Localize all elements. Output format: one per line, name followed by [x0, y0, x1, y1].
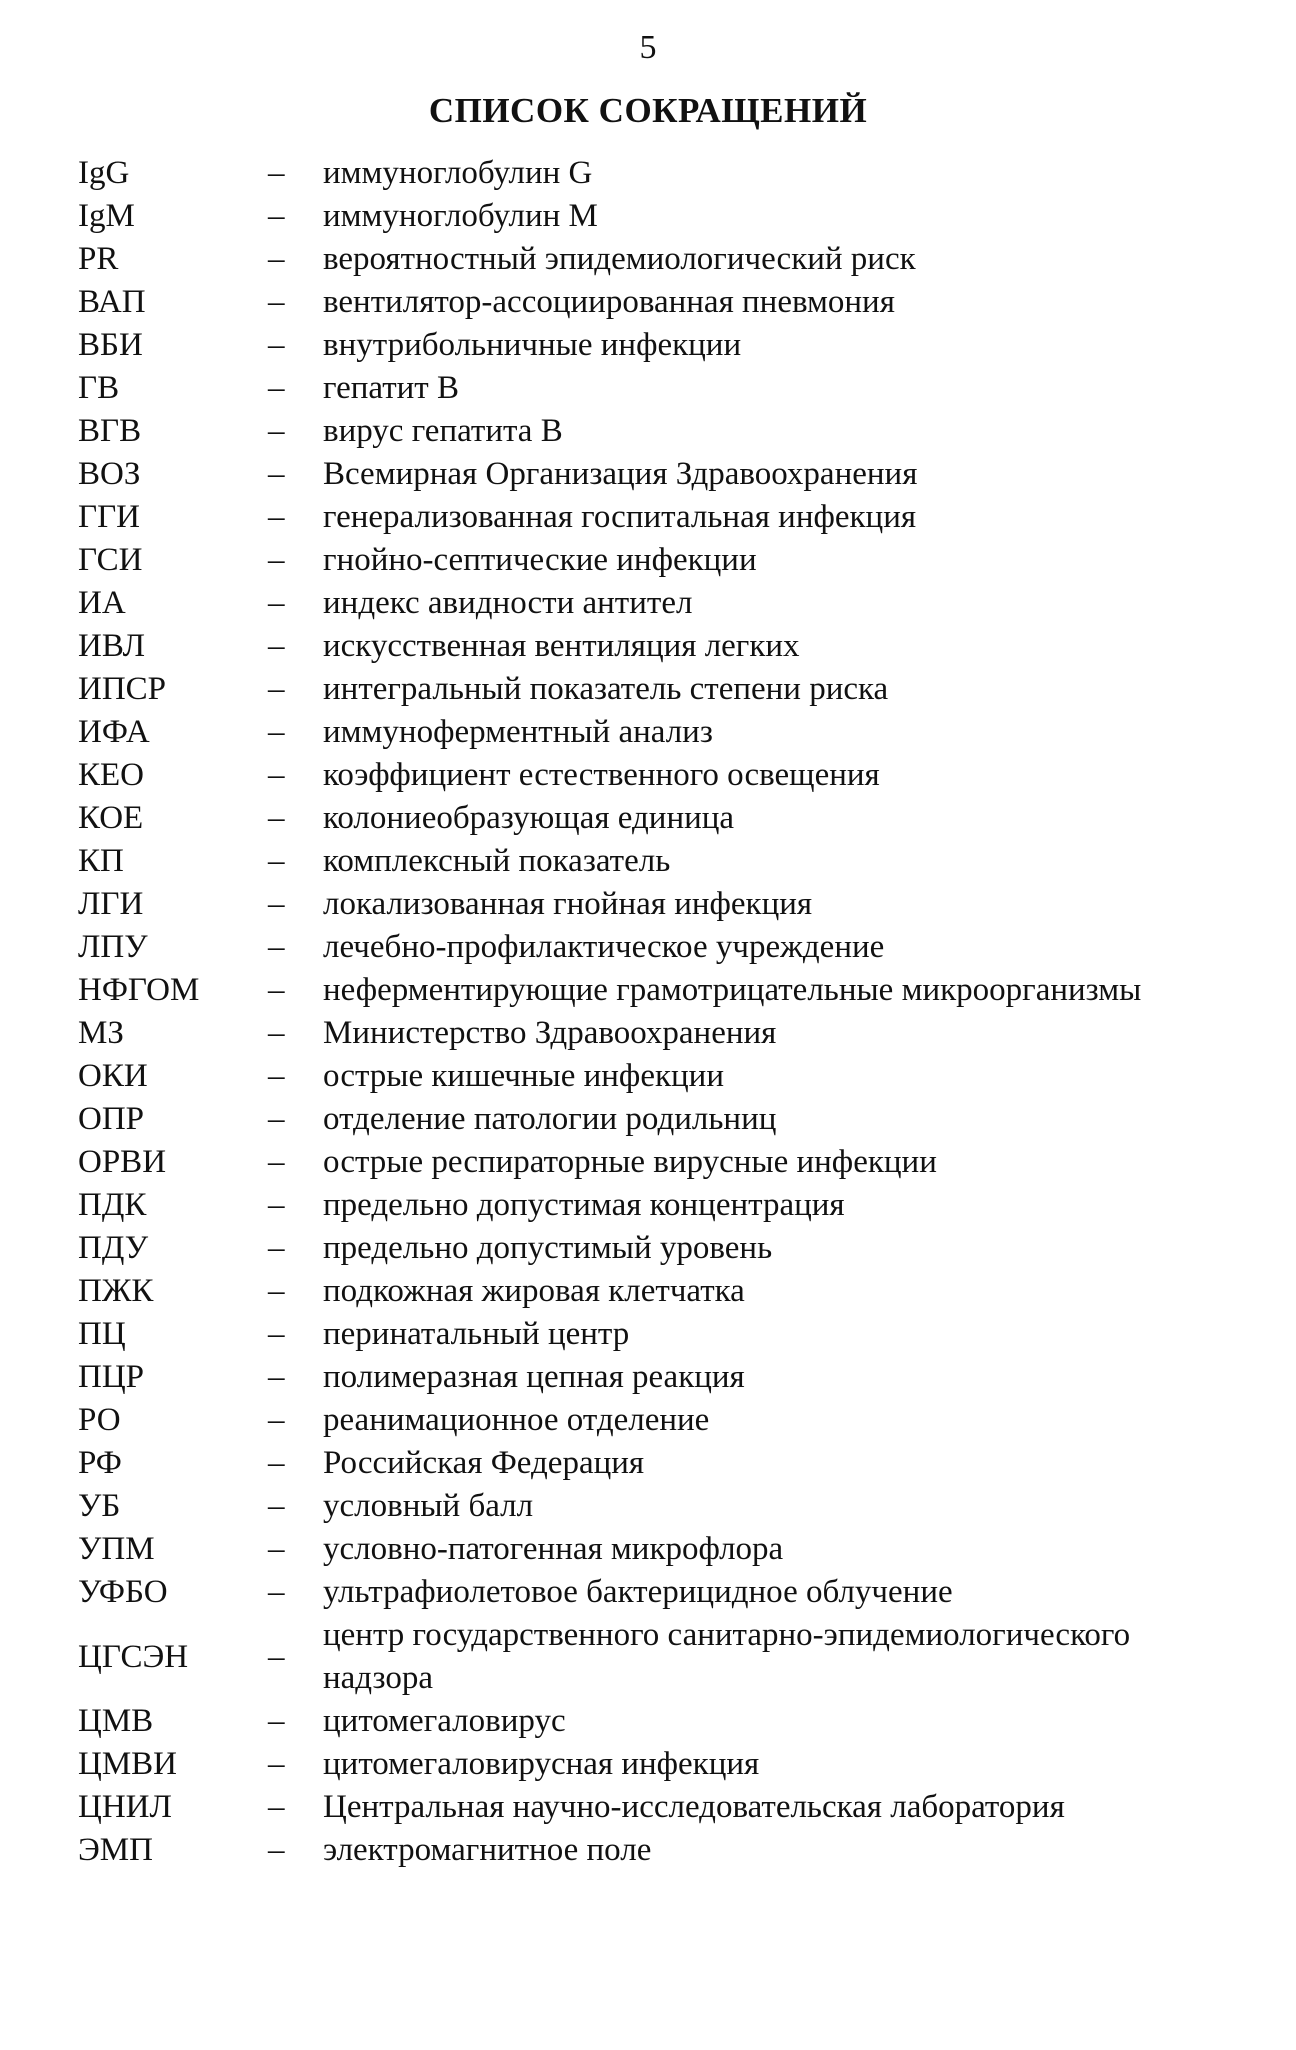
abbreviation-dash: –: [268, 628, 285, 664]
abbreviation-row: [78, 1313, 1228, 1356]
abbreviation-dash: –: [268, 198, 285, 234]
abbreviation-term: УБ: [78, 1488, 121, 1524]
abbreviation-term: ЛПУ: [78, 929, 148, 965]
abbreviation-definition: Центральная научно-исследовательская лаборатория: [323, 1789, 1065, 1825]
abbreviation-row: [78, 969, 1228, 1012]
abbreviation-term: ЦНИЛ: [78, 1789, 172, 1825]
abbreviation-row: [78, 195, 1228, 238]
abbreviation-term: МЗ: [78, 1015, 124, 1051]
abbreviation-term: ПДК: [78, 1187, 147, 1223]
abbreviation-dash: –: [268, 155, 285, 191]
abbreviation-row: [78, 1227, 1228, 1270]
abbreviation-term: РО: [78, 1402, 121, 1438]
abbreviation-term: ЛГИ: [78, 886, 144, 922]
abbreviation-dash: –: [268, 1703, 285, 1739]
page-title: СПИСОК СОКРАЩЕНИЙ: [428, 91, 868, 130]
abbreviation-definition: подкожная жировая клетчатка: [323, 1273, 745, 1309]
abbreviation-row: [78, 625, 1228, 668]
abbreviation-term: ОКИ: [78, 1058, 148, 1094]
abbreviation-term: ОРВИ: [78, 1144, 167, 1180]
abbreviation-definition: предельно допустимый уровень: [323, 1230, 773, 1266]
abbreviation-term: ЦГСЭН: [78, 1638, 189, 1675]
abbreviation-dash: –: [268, 370, 285, 406]
abbreviation-row: [78, 1528, 1228, 1571]
abbreviation-dash: –: [268, 1488, 285, 1524]
abbreviation-term: ИФА: [78, 714, 150, 750]
abbreviation-definition: центр государственного санитарно-эпидемиологического надзора: [323, 1617, 1131, 1696]
abbreviation-term: IgG: [78, 155, 130, 191]
abbreviation-term: ВОЗ: [78, 456, 141, 492]
abbreviation-definition: коэффициент естественного освещения: [323, 757, 880, 793]
abbreviation-definition: Министерство Здравоохранения: [323, 1015, 777, 1051]
abbreviation-row: [78, 1270, 1228, 1313]
abbreviation-row: [78, 711, 1228, 754]
abbreviation-row: [78, 1055, 1228, 1098]
abbreviation-definition: Всемирная Организация Здравоохранения: [323, 456, 918, 492]
abbreviation-dash: –: [268, 456, 285, 492]
abbreviation-dash: –: [268, 929, 285, 965]
abbreviation-term: ОПР: [78, 1101, 145, 1137]
abbreviation-dash: –: [268, 1058, 285, 1094]
abbreviation-row: [78, 883, 1228, 926]
abbreviation-definition: гепатит В: [323, 370, 459, 406]
abbreviation-row: [78, 152, 1228, 195]
abbreviation-term: ПЦР: [78, 1359, 145, 1395]
abbreviation-dash: –: [268, 1638, 285, 1675]
abbreviation-row: [78, 840, 1228, 883]
abbreviation-definition: предельно допустимая концентрация: [323, 1187, 845, 1223]
abbreviation-term: ЭМП: [78, 1832, 153, 1868]
abbreviation-term: УФБО: [78, 1574, 168, 1610]
abbreviation-definition: вирус гепатита В: [323, 413, 563, 449]
abbreviation-row: [78, 238, 1228, 281]
abbreviation-dash: –: [268, 671, 285, 707]
abbreviation-list: [78, 152, 1228, 1872]
abbreviation-dash: –: [268, 1832, 285, 1868]
abbreviation-definition: полимеразная цепная реакция: [323, 1359, 745, 1395]
abbreviation-definition: условный балл: [323, 1488, 534, 1524]
abbreviation-row: [78, 324, 1228, 367]
abbreviation-dash: –: [268, 1746, 285, 1782]
abbreviation-dash: –: [268, 585, 285, 621]
abbreviation-term: ЦМВ: [78, 1703, 154, 1739]
abbreviation-term: НФГОМ: [78, 972, 200, 1008]
abbreviation-definition: комплексный показатель: [323, 843, 671, 879]
abbreviation-dash: –: [268, 1273, 285, 1309]
abbreviation-term: ВАП: [78, 284, 146, 320]
abbreviation-term: ВГВ: [78, 413, 142, 449]
abbreviation-definition: искусственная вентиляция легких: [323, 628, 800, 664]
abbreviation-row: [78, 1141, 1228, 1184]
abbreviation-row: [78, 1571, 1228, 1614]
abbreviation-dash: –: [268, 757, 285, 793]
abbreviation-row: [78, 410, 1228, 453]
abbreviation-definition: реанимационное отделение: [323, 1402, 710, 1438]
abbreviation-dash: –: [268, 800, 285, 836]
abbreviation-definition: генерализованная госпитальная инфекция: [323, 499, 917, 535]
abbreviation-row: [78, 1012, 1228, 1055]
abbreviation-dash: –: [268, 499, 285, 535]
abbreviation-term: ИВЛ: [78, 628, 145, 664]
abbreviation-definition: неферментирующие грамотрицательные микроорганизмы: [323, 972, 1142, 1008]
abbreviation-term: ИПСР: [78, 671, 167, 707]
abbreviation-row: [78, 1786, 1228, 1829]
abbreviation-dash: –: [268, 1789, 285, 1825]
abbreviation-row: [78, 1184, 1228, 1227]
abbreviation-row: [78, 582, 1228, 625]
abbreviation-dash: –: [268, 714, 285, 750]
abbreviation-row: [78, 1399, 1228, 1442]
abbreviation-definition: иммуноглобулин G: [323, 155, 593, 191]
abbreviation-dash: –: [268, 1531, 285, 1567]
abbreviation-definition: вероятностный эпидемиологический риск: [323, 241, 916, 277]
abbreviation-row: [78, 754, 1228, 797]
abbreviation-row: [78, 668, 1228, 711]
abbreviation-dash: –: [268, 1402, 285, 1438]
abbreviation-dash: –: [268, 284, 285, 320]
abbreviation-dash: –: [268, 1230, 285, 1266]
abbreviation-term: ПЦ: [78, 1316, 126, 1352]
abbreviation-row: [78, 1098, 1228, 1141]
abbreviation-term: ГВ: [78, 370, 120, 406]
abbreviation-term: ГСИ: [78, 542, 143, 578]
abbreviation-definition: перинатальный центр: [323, 1316, 630, 1352]
abbreviation-dash: –: [268, 1574, 285, 1610]
abbreviation-definition: Российская Федерация: [323, 1445, 645, 1481]
abbreviation-row: [78, 1700, 1228, 1743]
abbreviation-row: [78, 797, 1228, 840]
abbreviation-term: УПМ: [78, 1531, 155, 1567]
abbreviation-definition: интегральный показатель степени риска: [323, 671, 889, 707]
abbreviation-term: ВБИ: [78, 327, 143, 363]
abbreviation-term: ПДУ: [78, 1230, 149, 1266]
abbreviation-dash: –: [268, 1187, 285, 1223]
abbreviation-definition: цитомегаловирусная инфекция: [323, 1746, 760, 1782]
abbreviation-dash: –: [268, 886, 285, 922]
abbreviation-dash: –: [268, 1144, 285, 1180]
abbreviation-dash: –: [268, 1101, 285, 1137]
abbreviation-row: [78, 1442, 1228, 1485]
abbreviation-row: [78, 1485, 1228, 1528]
abbreviation-dash: –: [268, 1015, 285, 1051]
abbreviation-dash: –: [268, 542, 285, 578]
abbreviation-term: КОЕ: [78, 800, 144, 836]
abbreviation-row: [78, 1743, 1228, 1786]
abbreviation-dash: –: [268, 843, 285, 879]
abbreviation-row: [78, 496, 1228, 539]
abbreviation-dash: –: [268, 1445, 285, 1481]
abbreviation-definition: индекс авидности антител: [323, 585, 693, 621]
abbreviation-row: [78, 453, 1228, 496]
abbreviation-term: PR: [78, 241, 119, 277]
abbreviation-definition: колониеобразующая единица: [323, 800, 735, 836]
abbreviation-dash: –: [268, 1359, 285, 1395]
abbreviation-row: [78, 367, 1228, 410]
abbreviation-definition: острые кишечные инфекции: [323, 1058, 724, 1094]
page-number: 5: [639, 29, 657, 66]
abbreviation-term: ПЖК: [78, 1273, 154, 1309]
abbreviation-definition: условно-патогенная микрофлора: [323, 1531, 784, 1567]
abbreviation-term: ИА: [78, 585, 126, 621]
abbreviation-term: РФ: [78, 1445, 122, 1481]
abbreviation-dash: –: [268, 241, 285, 277]
abbreviation-term: IgM: [78, 198, 135, 234]
abbreviation-definition: локализованная гнойная инфекция: [323, 886, 813, 922]
abbreviation-definition: гнойно-септические инфекции: [323, 542, 757, 578]
abbreviation-row: [78, 1614, 1228, 1700]
abbreviation-term: ЦМВИ: [78, 1746, 178, 1782]
abbreviation-dash: –: [268, 972, 285, 1008]
abbreviation-dash: –: [268, 413, 285, 449]
abbreviation-row: [78, 1356, 1228, 1399]
abbreviation-row: [78, 539, 1228, 582]
abbreviation-term: КЕО: [78, 757, 144, 793]
abbreviation-definition: острые респираторные вирусные инфекции: [323, 1144, 937, 1180]
abbreviation-definition: вентилятор-ассоциированная пневмония: [323, 284, 895, 320]
abbreviation-row: [78, 926, 1228, 969]
abbreviation-definition: отделение патологии родильниц: [323, 1101, 777, 1137]
abbreviation-definition: ультрафиолетовое бактерицидное облучение: [323, 1574, 953, 1610]
abbreviation-dash: –: [268, 1316, 285, 1352]
abbreviation-definition: лечебно-профилактическое учреждение: [323, 929, 885, 965]
abbreviation-row: [78, 1829, 1228, 1872]
abbreviation-term: ГГИ: [78, 499, 140, 535]
abbreviation-row: [78, 281, 1228, 324]
abbreviation-definition: цитомегаловирус: [323, 1703, 566, 1739]
abbreviation-term: КП: [78, 843, 124, 879]
abbreviation-definition: внутрибольничные инфекции: [323, 327, 742, 363]
abbreviation-dash: –: [268, 327, 285, 363]
abbreviation-definition: иммуноферментный анализ: [323, 714, 713, 750]
abbreviation-definition: электромагнитное поле: [323, 1832, 652, 1868]
abbreviation-definition: иммуноглобулин M: [323, 198, 598, 234]
